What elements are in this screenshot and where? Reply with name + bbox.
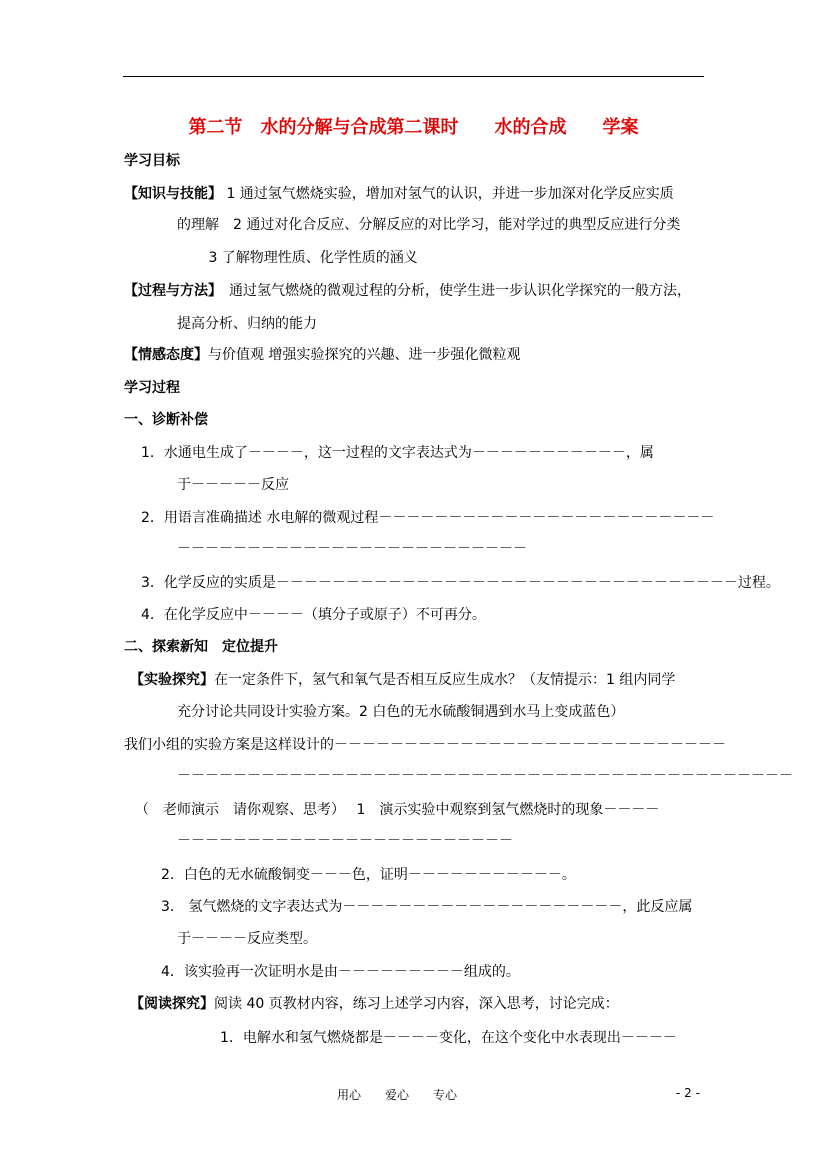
line-label: 【过程与方法】 (124, 283, 215, 299)
line-text: 与价值观 增强实验探究的兴趣、进一步强化微粒观 (208, 347, 521, 363)
text-line: 的理解 2 通过对化合反应、分解反应的对比学习，能对学过的典型反应进行分类 (177, 217, 681, 233)
goals-heading: 学习目标 (124, 153, 180, 169)
header-rule (123, 76, 704, 77)
process-heading: 学习过程 (124, 380, 180, 396)
text-line: 我们小组的实验方案是这样设计的－－－－－－－－－－－－－－－－－－－－－－－－－－－－ (124, 737, 726, 753)
text-line: 1．电解水和氢气燃烧都是－－－－变化，在这个变化中水表现出－－－－ (220, 1030, 677, 1046)
line-label: 【知识与技能】 (124, 186, 222, 202)
text-line: 充分讨论共同设计实验方案。2 白色的无水硫酸铜遇到水马上变成蓝色） (177, 704, 625, 720)
text-line: －－－－－－－－－－－－－－－－－－－－－－－－－－－－－－－－－－－－－－－－－－－－ (177, 768, 793, 784)
text-line: 4．在化学反应中－－－－（填分子或原子）不可再分。 (141, 607, 486, 623)
text-line: 3．化学反应的实质是－－－－－－－－－－－－－－－－－－－－－－－－－－－－－－－－－过程。 (141, 575, 780, 591)
part2-heading: 二、探索新知 定位提升 (124, 639, 278, 655)
text-line (124, 185, 674, 203)
text-line (130, 995, 619, 1013)
line-label: 【阅读探究】 (130, 996, 214, 1012)
text-line: 2．用语言准确描述 水电解的微观过程－－－－－－－－－－－－－－－－－－－－－－－－ (141, 510, 715, 526)
text-line: 于－－－－－反应 (177, 477, 289, 493)
line-text: 在一定条件下，氢气和氧气是否相互反应生成水？（友情提示：1 组内同学 (214, 672, 676, 688)
text-line: 2．白色的无水硫酸铜变－－－色，证明－－－－－－－－－－－。 (161, 867, 576, 883)
text-line: 于－－－－反应类型。 (177, 931, 317, 947)
text-line: 4．该实验再一次证明水是由－－－－－－－－－组成的。 (161, 964, 520, 980)
line-text: 阅读 40 页教材内容，练习上述学习内容，深入思考，讨论完成： (214, 996, 619, 1012)
line-label: 【情感态度】 (124, 347, 208, 363)
text-line (130, 671, 675, 689)
text-line: －－－－－－－－－－－－－－－－－－－－－－－－ (177, 833, 513, 849)
text-line (124, 346, 520, 364)
text-line: －－－－－－－－－－－－－－－－－－－－－－－－－ (177, 541, 527, 557)
page-title: 第二节 水的分解与合成第二课时 水的合成 学案 (188, 117, 639, 138)
text-line (124, 282, 691, 300)
line-text: 通过氢气燃烧的微观过程的分析，使学生进一步认识化学探究的一般方法， (215, 283, 691, 299)
footer-motto: 用心 爱心 专心 (337, 1088, 458, 1102)
text-line: （ 老师演示 请你观察、思考） 1 演示实验中观察到氢气燃烧时的现象－－－－ (135, 802, 660, 818)
text-line: 1．水通电生成了－－－－，这一过程的文字表达式为－－－－－－－－－－－，属 (141, 445, 654, 461)
part1-heading: 一、诊断补偿 (124, 412, 208, 428)
line-label: 【实验探究】 (130, 672, 214, 688)
page-number: - 2 - (676, 1086, 700, 1100)
text-line: 提高分析、归纳的能力 (177, 316, 317, 332)
text-line: 3 了解物理性质、化学性质的涵义 (204, 250, 418, 266)
text-line: 3． 氢气燃烧的文字表达式为－－－－－－－－－－－－－－－－－－－－，此反应属 (161, 899, 693, 915)
line-text: 1 通过氢气燃烧实验，增加对氢气的认识，并进一步加深对化学反应实质 (222, 186, 674, 202)
